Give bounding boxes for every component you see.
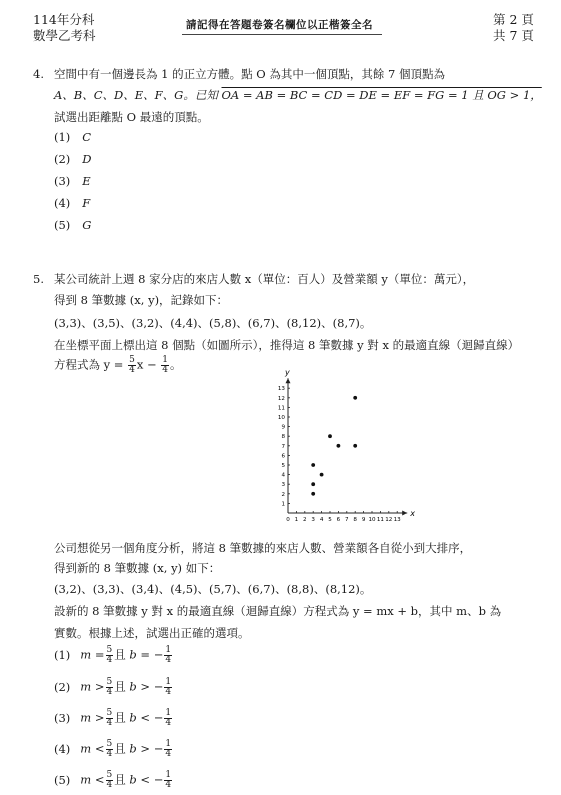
signature-notice: 請記得在答題卷簽名欄位以正楷簽全名 [186, 19, 373, 31]
q5-line-2: 得到 8 筆數據 (x, y)，記錄如下： [54, 293, 229, 307]
q5-line-9: 設新的 8 筆數據 y 對 x 的最適直線（迴歸直線）方程式為 y = mx + b，其中 m、b 為 [54, 604, 502, 618]
option-conjunction: 且 [114, 741, 126, 756]
q4-line-1: 空間中有一個邊長為 1 的正立方體。點 O 為其中一個頂點，其餘 7 個頂點為 [54, 67, 445, 81]
y-tick-label: 2 [281, 491, 285, 498]
option-m-fraction: $\frac{5}{4}$ [106, 677, 113, 697]
y-tick-label: 7 [281, 443, 285, 450]
data-point [353, 396, 357, 400]
option-conjunction: 且 [114, 647, 126, 662]
x-tick-label: 13 [393, 517, 401, 523]
notice-underline [182, 34, 382, 35]
q4-option[interactable] [54, 174, 91, 188]
q5-option[interactable] [54, 678, 173, 697]
option-m-relation: m < [80, 741, 105, 756]
y-axis-arrow [286, 378, 291, 383]
x-tick-label: 2 [303, 517, 307, 523]
q5-line-1: 某公司統計上週 8 家分店的來店人數 x（單位：百人）及營業額 y（單位：萬元）， [54, 272, 475, 286]
option-label: (5) [54, 218, 71, 232]
x-axis-label: x [410, 509, 415, 518]
x-tick-label: 3 [311, 517, 315, 523]
data-point [311, 463, 315, 467]
x-tick-label: 11 [376, 517, 384, 523]
q5-line-7: 得到新的 8 筆數據 (x, y) 如下： [54, 561, 221, 575]
option-label: (1) [54, 130, 71, 144]
q4-option[interactable] [54, 152, 92, 166]
option-label: (1) [54, 647, 71, 662]
y-tick-label: 4 [281, 472, 285, 479]
y-tick-label: 13 [277, 386, 285, 393]
q5-data-1: (3,3)、(3,5)、(3,2)、(4,4)、(5,8)、(6,7)、(8,12)、(8,7)。 [54, 316, 372, 330]
q5-eq-end: 。 [170, 357, 182, 372]
q5-data-2: (3,2)、(3,3)、(3,4)、(4,5)、(5,7)、(6,7)、(8,8)、(8,12)。 [54, 582, 372, 596]
q4-line-3: 試選出距離點 O 最遠的頂點。 [54, 110, 209, 124]
option-value: F [82, 196, 91, 210]
option-m-fraction: $\frac{5}{4}$ [106, 645, 113, 665]
option-value: D [82, 152, 92, 166]
option-b-fraction: $\frac{1}{4}$ [165, 770, 172, 790]
option-m-fraction: $\frac{5}{4}$ [106, 770, 113, 790]
q5-line-6: 公司想從另一個角度分析，將這 8 筆數據的來店人數、營業額各自從小到大排序， [54, 541, 472, 555]
q4-option[interactable] [54, 130, 91, 144]
exam-subject: 數學乙考科 [33, 28, 96, 43]
exam-year: 114年分科 [33, 12, 95, 27]
q5-option[interactable] [54, 709, 173, 728]
x-tick-label: 10 [368, 517, 376, 523]
option-b-fraction: $\frac{1}{4}$ [165, 677, 172, 697]
q5-line-10: 實數。根據上述，試選出正確的選項。 [54, 626, 250, 640]
option-label: (2) [54, 152, 71, 166]
data-point [311, 482, 315, 486]
option-m-relation: m = [80, 647, 105, 662]
q5-number: 5. [33, 272, 44, 286]
option-label: (4) [54, 741, 71, 756]
y-tick-label: 9 [281, 424, 285, 431]
option-m-relation: m < [80, 772, 105, 787]
option-value: C [82, 130, 92, 144]
q4-option[interactable] [54, 196, 90, 210]
x-tick-label: 1 [294, 517, 299, 523]
option-b-relation: b > − [129, 741, 164, 756]
q5-eq-mid: x − [136, 357, 157, 372]
q5-option[interactable] [54, 740, 173, 759]
q5-option[interactable] [54, 771, 173, 790]
q5-line-5 [54, 356, 182, 375]
option-m-fraction: $\frac{5}{4}$ [106, 708, 113, 728]
option-b-fraction: $\frac{1}{4}$ [165, 645, 172, 665]
y-tick-label: 10 [277, 415, 285, 421]
y-tick-label: 6 [281, 453, 285, 460]
data-point [320, 473, 324, 477]
page-total: 共 7 頁 [493, 28, 534, 43]
data-point [337, 444, 341, 448]
scatter-plot [262, 366, 442, 528]
q4-number: 4. [33, 67, 44, 81]
data-point [311, 492, 315, 496]
x-tick-label: 4 [319, 517, 324, 523]
option-label: (5) [54, 772, 71, 787]
y-tick-label: 1 [281, 501, 285, 508]
x-tick-label: 12 [385, 517, 393, 523]
q4-vertices: A、B、C、D、E、F、G。已知 [54, 88, 222, 102]
data-point [353, 444, 357, 448]
x-tick-label: 8 [353, 517, 357, 523]
y-tick-label: 11 [277, 405, 285, 412]
x-tick-label: 7 [345, 517, 349, 523]
option-conjunction: 且 [114, 710, 126, 725]
y-tick-label: 8 [281, 434, 285, 441]
q5-eq-prefix: 方程式為 y = [54, 357, 124, 372]
data-point [328, 434, 332, 438]
option-b-relation: b > − [129, 679, 164, 694]
option-conjunction: 且 [114, 679, 126, 694]
x-tick-label: 6 [336, 517, 341, 523]
option-label: (2) [54, 679, 71, 694]
option-label: (3) [54, 710, 71, 725]
x-tick-label: 5 [328, 517, 332, 523]
q5-option[interactable] [54, 646, 173, 665]
option-conjunction: 且 [114, 772, 126, 787]
q5-eq-frac-a: $\frac{5}{4}$ [129, 355, 135, 375]
x-tick-label: 9 [361, 517, 366, 523]
y-tick-label: 3 [281, 482, 285, 489]
q4-option[interactable] [54, 218, 91, 232]
option-label: (3) [54, 174, 71, 188]
option-b-relation: b < − [129, 710, 164, 725]
option-m-fraction: $\frac{5}{4}$ [106, 739, 113, 759]
y-tick-label: 12 [277, 395, 285, 402]
x-axis-arrow [402, 511, 407, 516]
q4-line-2 [54, 88, 542, 102]
option-m-relation: m > [80, 710, 105, 725]
option-label: (4) [54, 196, 71, 210]
x-tick-label: 0 [286, 517, 290, 523]
y-axis-label: y [285, 368, 290, 378]
option-b-fraction: $\frac{1}{4}$ [165, 708, 172, 728]
option-value: G [82, 218, 92, 232]
option-b-relation: b = − [129, 647, 164, 662]
option-value: E [82, 174, 91, 188]
q5-eq-frac-b: $\frac{1}{4}$ [162, 355, 169, 375]
page-current: 第 2 頁 [493, 12, 534, 27]
q4-equation: OA = AB = BC = CD = DE = EF = FG = 1 且 OG > 1， [221, 88, 542, 102]
y-tick-label: 5 [281, 463, 285, 469]
option-b-relation: b < − [129, 772, 164, 787]
option-m-relation: m > [80, 679, 105, 694]
q5-line-4: 在坐標平面上標出這 8 個點（如圖所示），推得這 8 筆數據 y 對 x 的最適直線（迴歸直線） [54, 338, 520, 352]
option-b-fraction: $\frac{1}{4}$ [165, 739, 172, 759]
